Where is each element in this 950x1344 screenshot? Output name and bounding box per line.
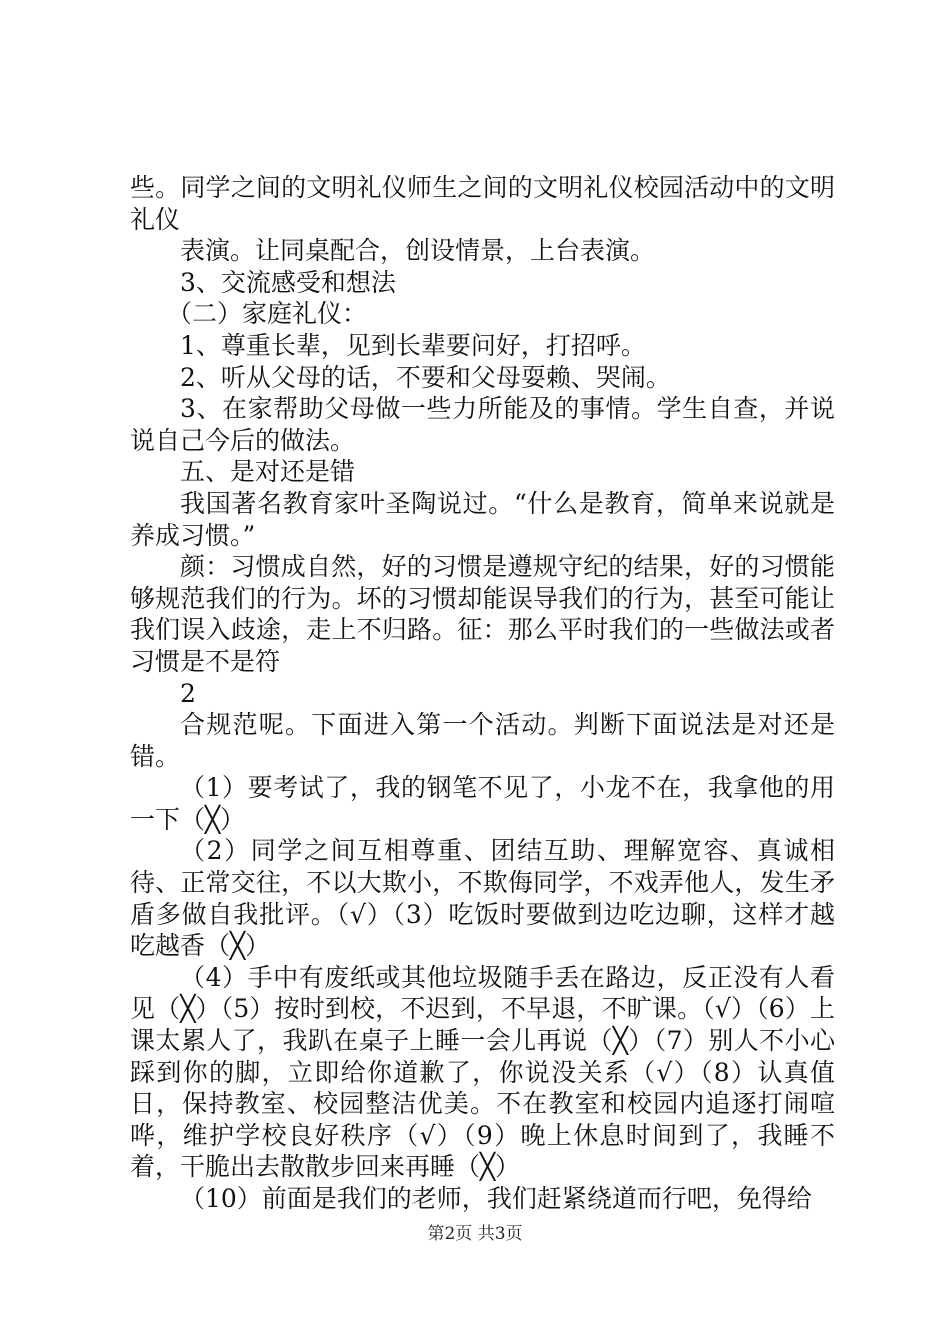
paragraph-obey-parents: 2、听从父母的话，不要和父母耍赖、哭闹。 [180, 362, 671, 392]
paragraph-ye-shengtao-quote: 我国著名教育家叶圣陶说过。“什么是教育，简单来说就是养成习惯。” [130, 488, 835, 550]
paragraph-habits: 颜：习惯成自然，好的习惯是遵规守纪的结果，好的习惯能够规范我们的行为。坏的习惯却能误导我们的行为，甚至可能让我们误入歧途，走上不归路。征：那么平时我们的一些做法或者习惯是不是符 [130, 552, 835, 676]
paragraph-respect-elders: 1、尊重长辈，见到长辈要问好，打招呼。 [180, 330, 646, 360]
list-item-4-9: （4）手中有废纸或其他垃圾随手丢在路边，反正没有人看见（╳）（5）按时到校，不迟到，不早退，不旷课。（√）（6）上课太累人了，我趴在桌子上睡一会儿再说（╳）（7）别人不小心踩到你的脚，立即给你道歉了，你说没关系（√）（8）认真值日，保持教室、校园整洁优美。不在教室和校园内追逐打闹喧哗，维护学校良好秩序（√）（9）晚上休息时间到了，我睡不着，干脆出去散散步回来再睡（╳） [130, 962, 835, 1182]
paragraph-performance: 表演。让同桌配合，创设情景，上台表演。 [180, 236, 656, 266]
heading-right-or-wrong: 五、是对还是错 [180, 457, 356, 487]
heading-family-etiquette: （二）家庭礼仪： [167, 299, 368, 329]
paragraph-activity-intro: 合规范呢。下面进入第一个活动。判断下面说法是对还是错。 [130, 710, 835, 771]
list-item-1: （1）要考试了，我的钢笔不见了，小龙不在，我拿他的用一下（╳） [130, 773, 835, 834]
list-item-2-3: （2）同学之间互相尊重、团结互助、理解宽容、真诚相待、正常交往，不以大欺小，不欺侮同学，不戏弄他人，发生矛盾多做自我批评。（√）（3）吃饭时要做到边吃边聊，这样才越吃越香（╳） [130, 836, 835, 961]
inline-page-number: 2 [180, 678, 196, 708]
paragraph-etiquette-list: 些。同学之间的文明礼仪师生之间的文明礼仪校园活动中的文明礼仪 [130, 173, 835, 234]
page-footer: 第2页 共3页 [427, 1224, 523, 1244]
paragraph-share-feelings: 3、交流感受和想法 [180, 267, 396, 297]
document-body [130, 172, 835, 1215]
paragraph-help-parents: 3、在家帮助父母做一些力所能及的事情。学生自查，并说说自己今后的做法。 [130, 394, 835, 455]
list-item-10: （10）前面是我们的老师，我们赶紧绕道而行吧，免得给 [180, 1184, 812, 1213]
